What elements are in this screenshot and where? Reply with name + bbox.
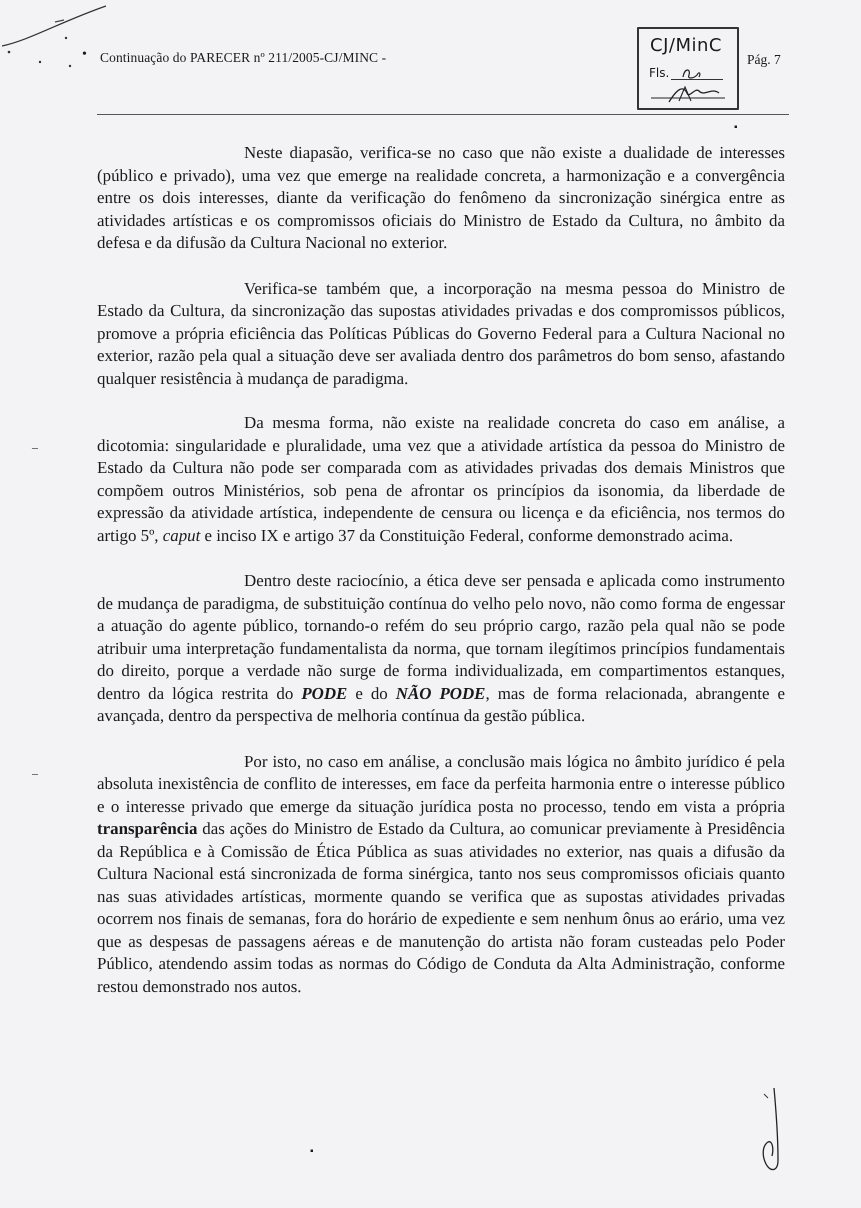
page-stamp bbox=[637, 27, 739, 110]
emphasis-pode: PODE bbox=[301, 683, 348, 703]
paragraph-2: Verifica-se também que, a incorporação na mesma pessoa do Ministro de Estado da Cultura, da sincronização das supostas atividades privadas e dos compromissos públicos, promove a própria eficiência das Políticas Públicas do Governo Federal para a Cultura Nacional no exterior, razão pela qual a situação deve ser avaliada dentro dos parâmetros do bom senso, afastando qualquer resistência à mudança de paradigma. bbox=[97, 278, 785, 388]
signature-initials bbox=[748, 1080, 788, 1180]
document-body bbox=[97, 142, 785, 1021]
header-rule bbox=[97, 114, 789, 115]
margin-mark: – bbox=[32, 440, 38, 454]
bullet-dot: • bbox=[82, 47, 87, 62]
paragraph-1: Neste diapasão, verifica-se no caso que não existe a dualidade de interesses (público e privado), uma vez que emerge na realidade concreta, a harmonização e a convergência entre os dois interesses, diante da verificação do fenômeno da sincronização sinérgica entre as atividades artísticas e os compromissos oficiais do Ministro de Estado da Cultura, no âmbito da defesa e da difusão da Cultura Nacional no exterior. bbox=[97, 143, 785, 252]
stamp-handwriting bbox=[639, 29, 737, 108]
italic-caput: caput bbox=[162, 525, 201, 545]
emphasis-transparencia: transparência bbox=[97, 819, 198, 838]
header-reference: Continuação do PARECER nº 211/2005-CJ/MINC - bbox=[100, 50, 387, 65]
page-number: Pág. 7 bbox=[747, 52, 781, 67]
paragraph-4: Dentro deste raciocínio, a ética deve ser pensada e aplicada como instrumento de mudança de paradigma, de substituição contínua do velho pelo novo, não como forma de engessar a atuação do agente público, tornando-o refém do seu próprio cargo, razão pela qual não se pode atribuir uma interpretação fundamentalista da norma, que tornam ilegítimos princípios fundamentais do direito, porque a verdade não surge de forma individualizada, em compartimentos estanques, dentro da lógica restrita do PODE e do NÃO PODE, mas de forma relacionada, abrangente e avançada, dentro da perspectiva de melhoria contínua da gestão pública. bbox=[97, 571, 785, 725]
stamp-title: CJ/MinC bbox=[650, 35, 722, 56]
scan-mark bbox=[0, 0, 110, 70]
paragraph-5: Por isto, no caso em análise, a conclusão mais lógica no âmbito jurídico é pela absoluta inexistência de conflito de interesses, em face da perfeita harmonia entre o interesse público e o interesse privado que emerge da situação jurídica posta no processo, tendo em vista a própria transparência das ações do Ministro de Estado da Cultura, ao comunicar previamente à Presidência da República e à Comissão de Ética Pública as suas atividades no exterior, nas quais a difusão da Cultura Nacional está sincronizada de forma sinérgica, tanto nos seus compromissos oficiais quanto nas suas atividades artísticas, mormente quando se verifica que as supostas atividades privadas ocorrem nos finais de semanas, fora do horário de expediente e sem nenhum ônus ao erário, uma vez que as despesas de passagens aéreas e de manutenção do artista não foram custeadas pelo Poder Público, atendendo assim todas as normas do Código de Conduta da Alta Administração, conforme restou demonstrado nos autos. bbox=[97, 751, 785, 996]
emphasis-nao-pode: NÃO PODE bbox=[395, 683, 486, 703]
margin-mark: – bbox=[32, 766, 38, 780]
margin-mark: ▪ bbox=[734, 122, 738, 133]
margin-mark: ▪ bbox=[310, 1146, 314, 1157]
paragraph-3: Da mesma forma, não existe na realidade concreta do caso em análise, a dicotomia: singularidade e pluralidade, uma vez que a atividade artística da pessoa do Ministro de Estado da Cultura não pode ser comparada com as atividades privadas dos demais Ministros que compõem outros Ministérios, sob pena de afrontar os princípios da isonomia, da liberdade de expressão da atividade artística, independente de censura ou licença e da eficiência, nos termos do artigo 5º, caput e inciso IX e artigo 37 da Constituição Federal, conforme demonstrado acima. bbox=[97, 413, 785, 545]
stamp-fls-label: Fls. bbox=[649, 66, 670, 80]
